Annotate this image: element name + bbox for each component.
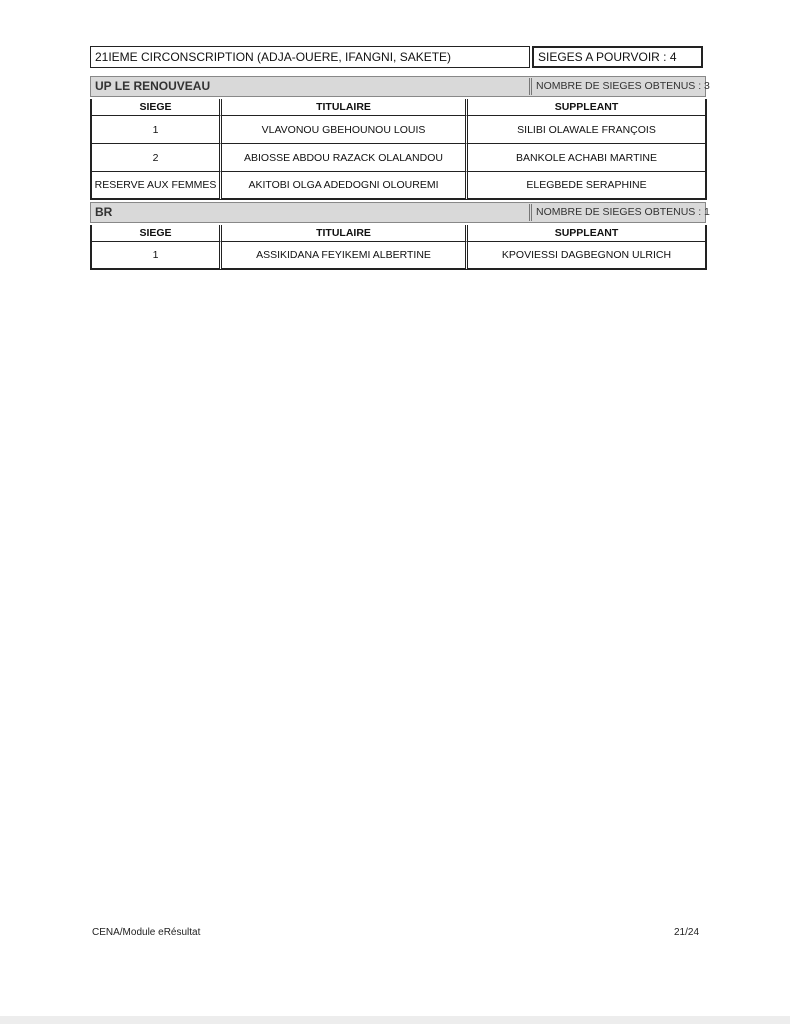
party-header-br (90, 202, 710, 223)
cell-titulaire: ABIOSSE ABDOU RAZACK OLALANDOU (222, 144, 468, 172)
cell-suppleant: BANKOLE ACHABI MARTINE (468, 144, 707, 172)
table-header-row (90, 225, 707, 242)
circonscription-title: 21IEME CIRCONSCRIPTION (ADJA-OUERE, IFANGNI, SAKETE) (90, 46, 530, 68)
cell-siege: 1 (90, 116, 222, 144)
cell-siege: RESERVE AUX FEMMES (90, 172, 222, 200)
column-header-siege: SIEGE (90, 225, 222, 242)
seats-obtained: NOMBRE DE SIEGES OBTENUS : 3 (529, 78, 704, 95)
cell-suppleant: KPOVIESSI DAGBEGNON ULRICH (468, 242, 707, 270)
column-header-suppleant: SUPPLEANT (468, 99, 707, 116)
seats-to-fill: SIEGES A POURVOIR : 4 (532, 46, 703, 68)
column-header-siege: SIEGE (90, 99, 222, 116)
cell-titulaire: VLAVONOU GBEHOUNOU LOUIS (222, 116, 468, 144)
cell-siege: 1 (90, 242, 222, 270)
cell-suppleant: ELEGBEDE SERAPHINE (468, 172, 707, 200)
seats-obtained: NOMBRE DE SIEGES OBTENUS : 1 (529, 204, 704, 221)
party-header-up-le-renouveau (90, 76, 710, 97)
cell-titulaire: ASSIKIDANA FEYIKEMI ALBERTINE (222, 242, 468, 270)
footer-source: CENA/Module eRésultat (92, 927, 201, 938)
cell-suppleant: SILIBI OLAWALE FRANÇOIS (468, 116, 707, 144)
results-table-br (90, 225, 707, 270)
viewer-bottom-strip (0, 1016, 790, 1024)
table-row (90, 242, 707, 270)
table-header-row (90, 99, 707, 116)
table-row (90, 144, 707, 172)
table-row (90, 172, 707, 200)
footer-page-number: 21/24 (674, 927, 700, 938)
party-name: BR (95, 205, 113, 219)
column-header-suppleant: SUPPLEANT (468, 225, 707, 242)
column-header-titulaire: TITULAIRE (222, 99, 468, 116)
column-header-titulaire: TITULAIRE (222, 225, 468, 242)
cell-siege: 2 (90, 144, 222, 172)
cell-titulaire: AKITOBI OLGA ADEDOGNI OLOUREMI (222, 172, 468, 200)
party-name: UP LE RENOUVEAU (95, 79, 211, 93)
results-table-up-le-renouveau (90, 99, 707, 200)
table-row (90, 116, 707, 144)
